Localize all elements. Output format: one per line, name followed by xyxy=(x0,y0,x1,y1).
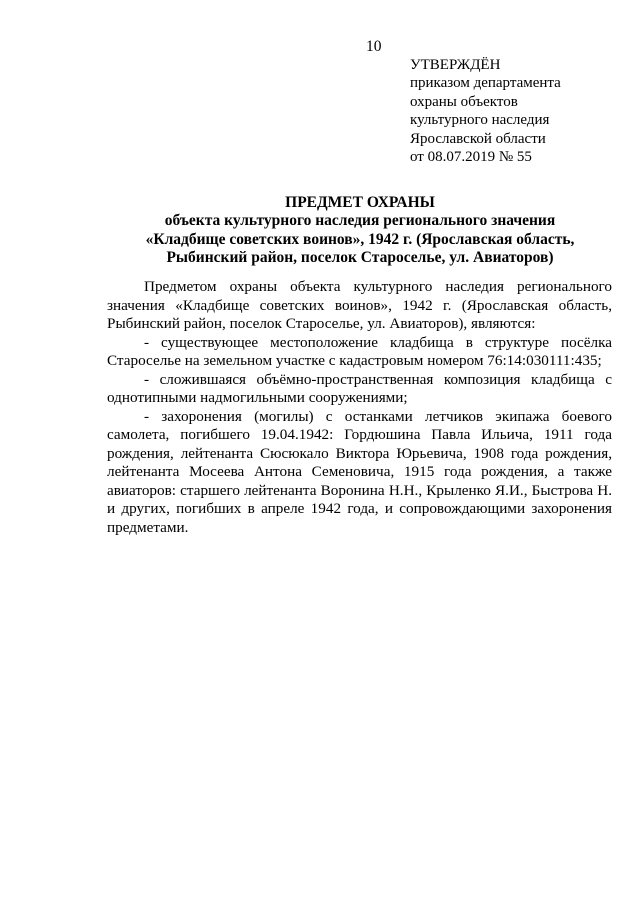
list-item: - существующее местоположение кладбища в структуре посёлка Староселье на земельном участке с кадастровым номером 76:14:030111:435; xyxy=(107,333,612,369)
document-body xyxy=(107,278,612,537)
approval-stamp-block xyxy=(410,56,635,166)
approval-heading: УТВЕРЖДЁН xyxy=(410,57,501,73)
title-subheading: «Кладбище советских воинов», 1942 г. (Ярославская область, xyxy=(145,230,575,248)
approval-line: Ярославской области xyxy=(410,130,546,147)
list-item: - сложившаяся объёмно-пространственная композиция кладбища с однотипными надмогильными сооружениями; xyxy=(107,370,612,406)
approval-line: охраны объектов xyxy=(410,93,518,110)
approval-date-number: от 08.07.2019 № 55 xyxy=(410,149,532,166)
list-item: - захоронения (могилы) с останками летчиков экипажа боевого самолета, погибшего 19.04.1942: Гордюшина Павла Ильича, 1911 года рождения, лейтенанта Сюсюкало Виктора Юрьевича, 1908 года рождения, лейтенанта Мосеева Антона Семеновича, 1915 года рождения, а также авиаторов: старшего лейтенанта Воронина Н.Н., Крыленко Я.И., Быстрова Н. и других, погибших в апреле 1942 года, и сопровождающими захоронения предметами. xyxy=(107,407,612,536)
page-number: 10 xyxy=(366,38,382,55)
approval-line: приказом департамента xyxy=(410,75,561,92)
title-subheading: объекта культурного наследия регионального значения xyxy=(164,212,556,230)
intro-paragraph: Предметом охраны объекта культурного наследия регионального значения «Кладбище советских воинов», 1942 г. (Ярославская область, Рыбинский район, поселок Староселье, ул. Авиаторов), являются: xyxy=(107,278,612,332)
document-title xyxy=(90,194,630,267)
title-subheading: Рыбинский район, поселок Староселье, ул. Авиаторов) xyxy=(166,248,554,266)
approval-line: культурного наследия xyxy=(410,112,550,129)
title-heading: ПРЕДМЕТ ОХРАНЫ xyxy=(285,194,435,211)
